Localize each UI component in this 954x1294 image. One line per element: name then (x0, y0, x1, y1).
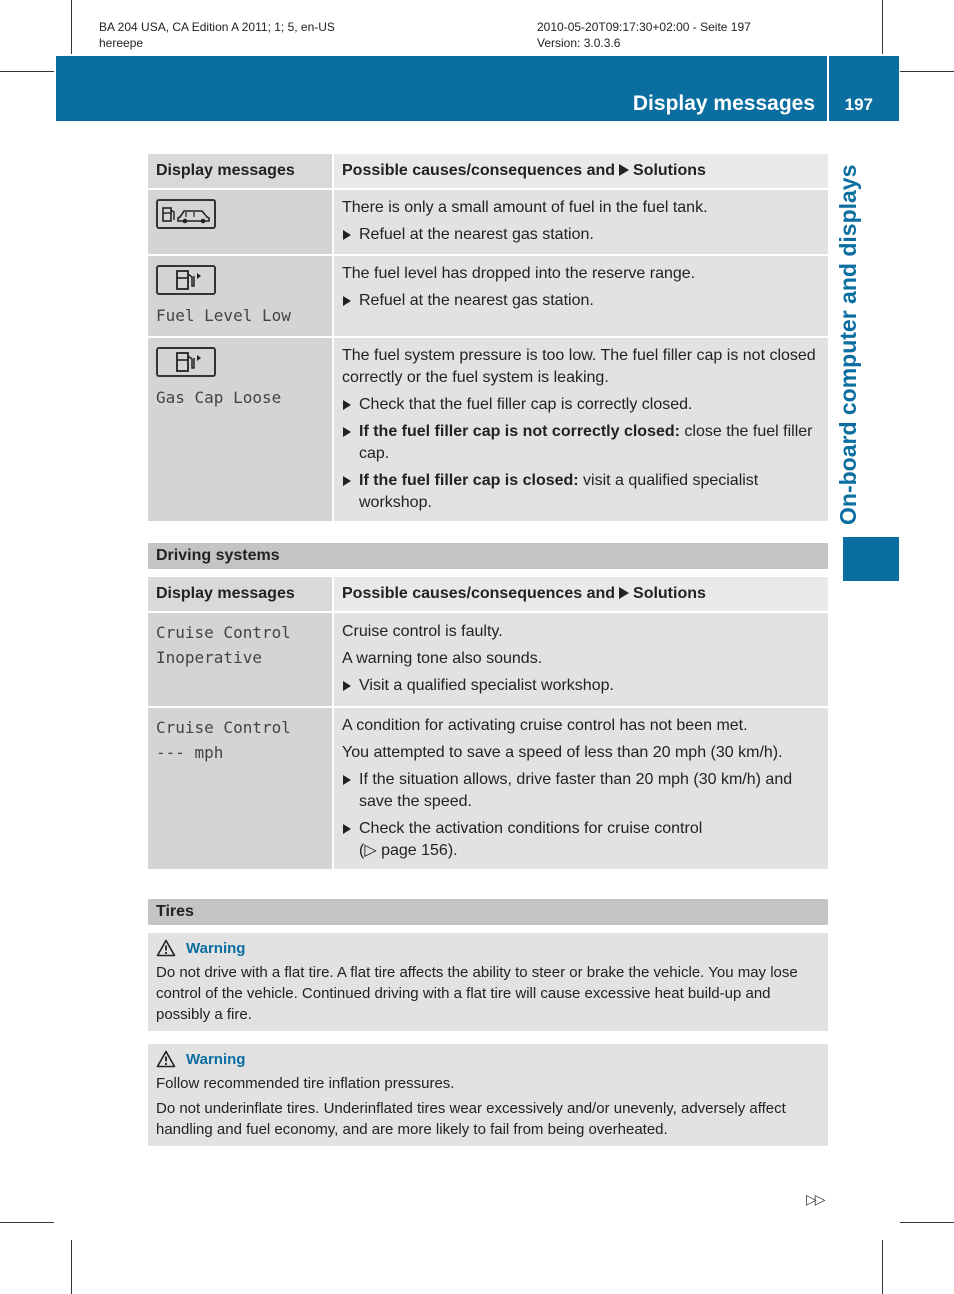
table-row (148, 190, 828, 256)
chapter-tab-marker (843, 537, 899, 581)
table-row (148, 613, 828, 708)
page-title: Display messages (632, 92, 815, 115)
warning-box-flat-tire (148, 933, 828, 1031)
solution-step: If the situation allows, drive faster than 20 mph (30 km/h) and save the speed. (342, 769, 820, 813)
causes-cell (334, 190, 828, 256)
display-message-cell (148, 338, 334, 523)
crop-mark (900, 1222, 954, 1223)
header-divider (827, 56, 829, 121)
crop-mark (882, 0, 883, 54)
cause-text: There is only a small amount of fuel in the fuel tank. (342, 199, 708, 216)
crop-mark (0, 1222, 54, 1223)
crop-mark (71, 1240, 72, 1294)
header-bar (56, 56, 899, 121)
warning-header (156, 937, 820, 959)
warning-box-inflation (148, 1044, 828, 1146)
table-header-row (148, 577, 828, 613)
solution-step: Visit a qualified specialist workshop. (342, 675, 820, 697)
solution-action: close the fuel filler cap. (359, 423, 813, 462)
solution-condition: If the fuel filler cap is not correctly closed: (359, 423, 680, 440)
page-ref-link[interactable]: page 156). (376, 842, 458, 859)
section-title-tires: Tires (148, 899, 828, 925)
crop-mark (882, 1240, 883, 1294)
solution-step: Check that the fuel filler cap is correctly closed. (342, 394, 820, 416)
meta-right-line2: Version: 3.0.3.6 (537, 36, 621, 50)
col-display-messages: Display messages (148, 577, 334, 613)
meta-right-line1: 2010-05-20T09:17:30+02:00 - Seite 197 (537, 20, 751, 34)
causes-cell (334, 708, 828, 871)
section-title-driving-systems: Driving systems (148, 543, 828, 569)
fuel-pump-icon (156, 347, 216, 377)
display-message-cell (148, 190, 334, 256)
arrow-right-icon (619, 587, 629, 599)
table-row (148, 256, 828, 338)
page-number: 197 (844, 95, 873, 114)
cause-text: A condition for activating cruise control has not been met. (342, 717, 748, 734)
display-message-cell (148, 708, 334, 871)
display-message-cell (148, 613, 334, 708)
col-causes-solutions (334, 577, 828, 613)
warning-header (156, 1048, 820, 1070)
display-message-text: --- mph (156, 743, 224, 762)
warning-text: Do not underinflate tires. Underinflated tires wear excessively and/or unevenly, adversely affect handling and fuel economy, and are more likely to fail from being overheated. (156, 1100, 786, 1138)
warning-title: Warning (186, 1050, 246, 1068)
driving-systems-table (148, 577, 828, 871)
causes-cell (334, 256, 828, 338)
cause-text: A warning tone also sounds. (342, 650, 543, 667)
warning-text: Follow recommended tire inflation pressures. (156, 1075, 455, 1092)
causes-cell (334, 338, 828, 523)
col-solutions-label: Solutions (633, 585, 706, 602)
display-message-text: Gas Cap Loose (156, 388, 282, 407)
print-meta-right (537, 19, 751, 51)
fuel-car-low-icon (156, 199, 216, 229)
print-meta-left (99, 19, 335, 51)
crop-mark (900, 71, 954, 72)
display-message-text: Cruise Control (156, 718, 291, 737)
table-header-row (148, 154, 828, 190)
warning-text: Do not drive with a flat tire. A flat tire affects the ability to steer or brake the vehicle. You may lose control of the vehicle. Continued driving with a flat tire will cause excessive heat build-up and possibly a fire. (156, 964, 798, 1023)
col-solutions-label: Solutions (633, 162, 706, 179)
display-message-text: Inoperative (156, 648, 262, 667)
arrow-right-icon (619, 164, 629, 176)
page-ref-arrow-icon: ▷ (364, 842, 377, 859)
display-message-text: Fuel Level Low (156, 306, 291, 325)
crop-mark (0, 71, 54, 72)
cause-text: The fuel system pressure is too low. The fuel filler cap is not closed correctly or the fuel system is leaking. (342, 347, 816, 386)
cause-text: The fuel level has dropped into the reserve range. (342, 265, 696, 282)
meta-left-line2: hereepe (99, 36, 144, 50)
page-ref-open: ( (359, 842, 365, 859)
solution-action: visit a qualified specialist workshop. (359, 472, 759, 511)
table-row (148, 338, 828, 523)
solution-text: Check the activation conditions for cruise control (359, 820, 703, 837)
col-display-messages: Display messages (148, 154, 334, 190)
meta-left-line1: BA 204 USA, CA Edition A 2011; 1; 5, en-US (99, 20, 335, 34)
solution-step (342, 470, 820, 514)
continued-arrows-icon: ▷▷ (806, 1191, 824, 1207)
col-causes-label: Possible causes/consequences and (342, 162, 616, 179)
warning-triangle-icon (156, 939, 176, 957)
cause-text: You attempted to save a speed of less than 20 mph (30 km/h). (342, 744, 783, 761)
solution-step (342, 421, 820, 465)
display-message-text: Cruise Control (156, 623, 291, 642)
chapter-side-tab: On-board computer and displays (835, 164, 861, 525)
fuel-messages-table (148, 154, 828, 523)
cause-text: Cruise control is faulty. (342, 623, 503, 640)
warning-title: Warning (186, 939, 246, 957)
col-causes-label: Possible causes/consequences and (342, 585, 616, 602)
fuel-pump-icon (156, 265, 216, 295)
solution-step (342, 818, 820, 862)
col-causes-solutions (334, 154, 828, 190)
warning-triangle-icon (156, 1050, 176, 1068)
solution-step: Refuel at the nearest gas station. (342, 290, 820, 312)
solution-step: Refuel at the nearest gas station. (342, 224, 820, 246)
crop-mark (71, 0, 72, 54)
table-row (148, 708, 828, 871)
solution-condition: If the fuel filler cap is closed: (359, 472, 579, 489)
causes-cell (334, 613, 828, 708)
display-message-cell (148, 256, 334, 338)
